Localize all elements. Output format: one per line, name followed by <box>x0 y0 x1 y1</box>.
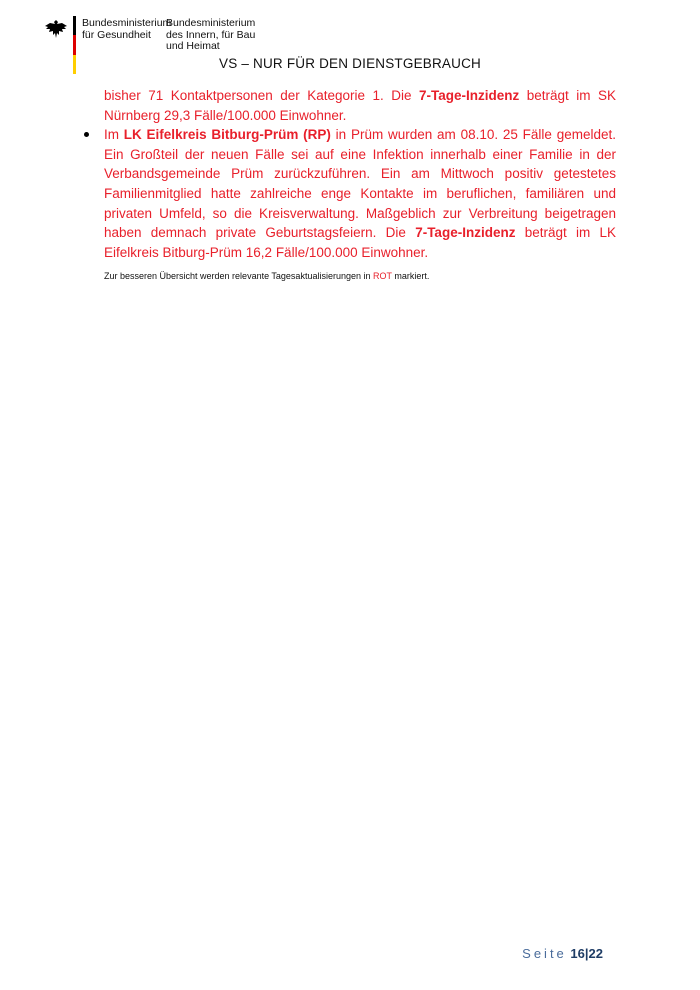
note-red-marking <box>104 271 616 281</box>
ministry-health-line-2: für Gesundheit <box>82 28 151 41</box>
ministry-health-line-1: Bundesministerium <box>82 17 172 29</box>
page-separator: | <box>584 946 589 961</box>
bold-term: LK Eifelkreis Bitburg-Prüm (RP) <box>123 127 331 143</box>
text-run: Im <box>104 127 124 143</box>
text-run: bisher 71 Kontaktpersonen der Kategorie 1. Die <box>104 88 420 103</box>
page-footer <box>522 946 603 961</box>
text-run: Zur besseren Übersicht werden relevante Tagesaktualisierungen in <box>104 271 373 282</box>
classification-label: VS – NUR FÜR DEN DIENSTGEBRAUCH <box>219 56 481 71</box>
ministry-interior-line-1: Bundesministerium <box>166 17 256 29</box>
text-run: in Prüm wurden am 08.10. 25 Fälle gemeldet. Ein Großteil der neuen Fälle sei auf eine Infektion innerhalb einer Familie in der Verbandsgemeinde Prüm zurückzuführen. Ein am Mittwoch positiv getestetes Familienmitglied hatte zahlreiche enge Kontakte im beruflichen, familiären und privaten Umfeld, so die Kreisverwaltung. Maßgeblich zur Verbreitung beigetragen haben demnach private Geburtstagsfeiern. Die <box>104 127 616 241</box>
document-body <box>104 86 616 281</box>
text-run: markiert. <box>391 271 430 282</box>
ministry-health-logo-text <box>82 18 171 41</box>
bullet-icon <box>84 132 89 137</box>
ministry-interior-line-2: des Innern, für Bau <box>166 28 256 41</box>
bold-term: 7-Tage-Inzidenz <box>415 225 516 241</box>
ministry-interior-logo-text <box>166 18 255 53</box>
text-run: beträgt im LK Eifelkreis Bitburg-Prüm 16,2 Fälle/100.000 Einwohner. <box>104 225 616 260</box>
page-label: Seite <box>522 946 567 961</box>
text-run: beträgt im SK Nürnberg 29,3 Fälle/100.000 Einwohner. <box>104 88 616 123</box>
ministry-interior-line-3: und Heimat <box>166 40 220 52</box>
red-keyword: ROT <box>373 271 392 282</box>
bold-term: 7-Tage-Inzidenz <box>419 88 520 103</box>
bullet-text <box>104 125 616 262</box>
paragraph-nuernberg <box>104 86 616 125</box>
federal-eagle-icon <box>44 18 68 40</box>
page-total: 22 <box>588 946 603 961</box>
bullet-item-bitburg-pruem <box>104 125 616 262</box>
page-number: 16 <box>570 946 585 961</box>
